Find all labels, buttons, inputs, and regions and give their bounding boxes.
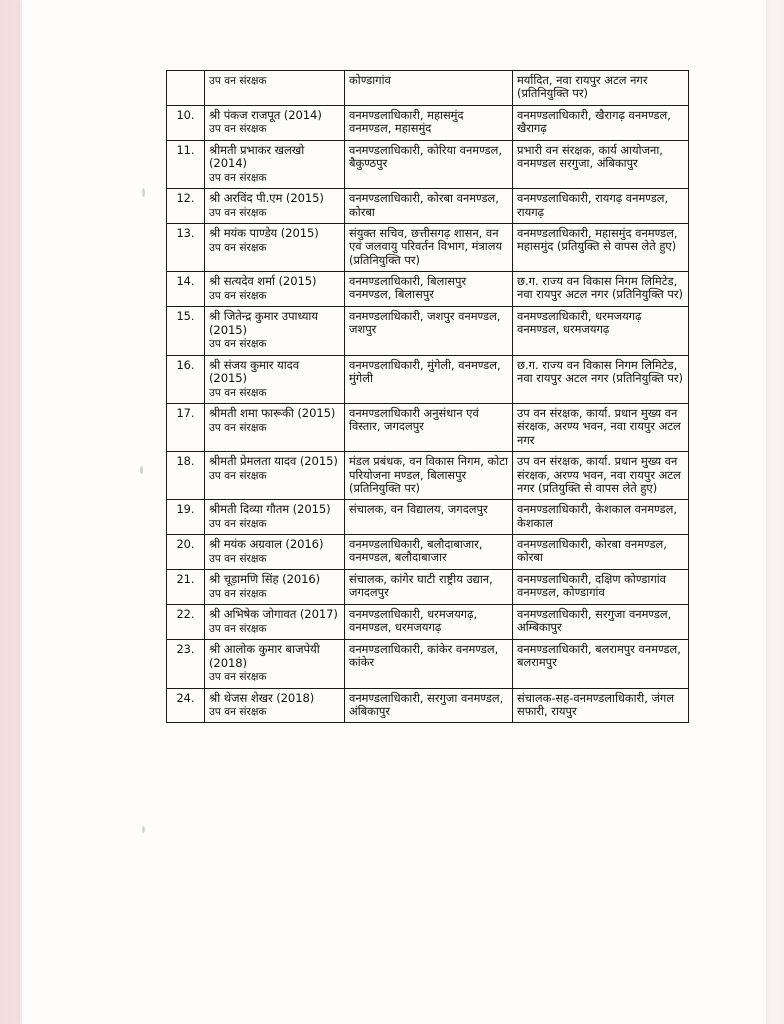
paper-speck xyxy=(142,188,145,197)
table-row xyxy=(167,570,689,605)
table-row xyxy=(167,189,689,224)
table-row xyxy=(167,140,689,189)
new-posting-cell: वनमण्डलाधिकारी, कोरबा वनमण्डल, कोरबा xyxy=(513,535,689,570)
officer-name: श्री अरविंद पी.एम (2015) xyxy=(209,191,324,206)
officer-name: श्रीमती शमा फारूकी (2015) xyxy=(209,406,336,421)
row-serial-number: 11. xyxy=(167,140,205,189)
current-posting-cell: वनमण्डलाधिकारी, मुंगेली, वनमण्डल, मुंगेली xyxy=(345,355,513,404)
officer-name-cell xyxy=(205,140,345,189)
current-posting-cell: वनमण्डलाधिकारी, सरगुजा वनमण्डल, अंबिकापुर xyxy=(345,688,513,723)
officer-name: श्रीमती प्रभाकर खलखो (2014) xyxy=(209,142,305,171)
table-row xyxy=(167,500,689,535)
officer-name-cell xyxy=(205,307,345,356)
table-row xyxy=(167,404,689,452)
officer-name-cell xyxy=(205,189,345,224)
row-serial-number: 17. xyxy=(167,404,205,452)
table-row xyxy=(167,535,689,570)
table-row xyxy=(167,355,689,404)
new-posting-cell: वनमण्डलाधिकारी, रायगढ़ वनमण्डल, रायगढ़ xyxy=(513,189,689,224)
officer-designation: उप वन संरक्षक xyxy=(209,241,267,254)
officer-designation: उप वन संरक्षक xyxy=(209,622,267,635)
officer-name-cell xyxy=(205,500,345,535)
row-serial-number: 24. xyxy=(167,688,205,723)
officer-name: श्री पंकज राजपूत (2014) xyxy=(209,107,322,122)
officer-name-cell xyxy=(205,570,345,605)
table-row xyxy=(167,307,689,356)
officer-designation: उप वन संरक्षक xyxy=(209,171,267,184)
officer-name: श्री चूड़ामणि सिंह (2016) xyxy=(209,572,321,587)
new-posting-cell: उप वन संरक्षक, कार्या. प्रधान मुख्य वन संरक्षक, अरण्य भवन, नवा रायपुर अटल नगर (प्रतियुक्ति से वापस लेते हुए) xyxy=(513,452,689,500)
row-serial-number: 14. xyxy=(167,272,205,307)
row-serial-number xyxy=(167,71,205,106)
officer-designation: उप वन संरक्षक xyxy=(209,469,267,482)
new-posting-cell: मर्यादित, नवा रायपुर अटल नगर (प्रतिनियुक्ति पर) xyxy=(513,71,689,106)
officer-name-cell xyxy=(205,105,345,140)
officer-name: श्रीमती प्रेमलता यादव (2015) xyxy=(209,454,338,469)
current-posting-cell: वनमण्डलाधिकारी, बिलासपुर वनमण्डल, बिलासपुर xyxy=(345,272,513,307)
row-serial-number: 13. xyxy=(167,224,205,272)
officer-designation: उप वन संरक्षक xyxy=(209,587,267,600)
current-posting-cell: संचालक, कांगेर घाटी राष्ट्रीय उद्यान, जगदलपुर xyxy=(345,570,513,605)
new-posting-cell: वनमण्डलाधिकारी, महासमुंद वनमण्डल, महासमुंद (प्रतियुक्ति से वापस लेते हुए) xyxy=(513,224,689,272)
officer-name-cell xyxy=(205,452,345,500)
table-row xyxy=(167,224,689,272)
officer-designation: उप वन संरक्षक xyxy=(209,706,267,719)
officer-name-cell xyxy=(205,535,345,570)
current-posting-cell: वनमण्डलाधिकारी, कोरबा वनमण्डल, कोरबा xyxy=(345,189,513,224)
officer-designation: उप वन संरक्षक xyxy=(209,671,267,684)
new-posting-cell: प्रभारी वन संरक्षक, कार्य आयोजना, वनमण्डल सरगुजा, अंबिकापुर xyxy=(513,140,689,189)
new-posting-cell: उप वन संरक्षक, कार्या. प्रधान मुख्य वन संरक्षक, अरण्य भवन, नवा रायपुर अटल नगर xyxy=(513,404,689,452)
officer-name: श्री जितेन्द्र कुमार उपाध्याय (2015) xyxy=(209,309,318,337)
paper-speck xyxy=(140,466,143,474)
officer-name: श्री संजय कुमार यादव (2015) xyxy=(209,357,300,386)
officer-name: श्री अभिषेक जोगावत (2017) xyxy=(209,607,338,622)
row-serial-number: 18. xyxy=(167,452,205,500)
current-posting-cell: वनमण्डलाधिकारी, धरमजयगढ़, वनमण्डल, धरमजयगढ़ xyxy=(345,605,513,640)
officer-designation: उप वन संरक्षक xyxy=(209,517,267,530)
officer-designation: उप वन संरक्षक xyxy=(209,338,267,351)
current-posting-cell: मंडल प्रबंधक, वन विकास निगम, कोटा परियोजना मण्डल, बिलासपुर (प्रतिनियुक्ति पर) xyxy=(345,452,513,500)
current-posting-cell: वनमण्डलाधिकारी, जशपुर वनमण्डल, जशपुर xyxy=(345,307,513,356)
new-posting-cell: वनमण्डलाधिकारी, सरगुजा वनमण्डल, अम्बिकापुर xyxy=(513,605,689,640)
officer-name-cell xyxy=(205,355,345,404)
officer-designation: उप वन संरक्षक xyxy=(209,386,267,399)
current-posting-cell: वनमण्डलाधिकारी, कांकेर वनमण्डल, कांकेर xyxy=(345,640,513,689)
table-row xyxy=(167,272,689,307)
row-serial-number: 22. xyxy=(167,605,205,640)
current-posting-cell: कोण्डागांव xyxy=(345,71,513,106)
paper-speck xyxy=(142,826,145,833)
new-posting-cell: वनमण्डलाधिकारी, केशकाल वनमण्डल, केशकाल xyxy=(513,500,689,535)
current-posting-cell: वनमण्डलाधिकारी अनुसंधान एवं विस्तार, जगदलपुर xyxy=(345,404,513,452)
current-posting-cell: वनमण्डलाधिकारी, बलौदाबाजार, वनमण्डल, बलौदाबाजार xyxy=(345,535,513,570)
table-body xyxy=(167,71,689,723)
officer-name-cell xyxy=(205,272,345,307)
table-row xyxy=(167,688,689,723)
officer-designation: उप वन संरक्षक xyxy=(209,289,267,302)
officer-name-cell xyxy=(205,688,345,723)
table-row xyxy=(167,452,689,500)
table-row xyxy=(167,640,689,689)
table-row xyxy=(167,105,689,140)
row-serial-number: 16. xyxy=(167,355,205,404)
row-serial-number: 19. xyxy=(167,500,205,535)
officer-name: श्री थेजस शेखर (2018) xyxy=(209,690,315,705)
new-posting-cell: छ.ग. राज्य वन विकास निगम लिमिटेड, नवा रायपुर अटल नगर (प्रतिनियुक्ति पर) xyxy=(513,355,689,404)
new-posting-cell: वनमण्डलाधिकारी, बलरामपुर वनमण्डल, बलरामपुर xyxy=(513,640,689,689)
row-serial-number: 21. xyxy=(167,570,205,605)
new-posting-cell: वनमण्डलाधिकारी, दक्षिण कोण्डागांव वनमण्डल, कोण्डागांव xyxy=(513,570,689,605)
page-left-edge-shadow xyxy=(0,0,20,1024)
officer-name: श्रीमती दिव्या गौतम (2015) xyxy=(209,502,331,517)
new-posting-cell: वनमण्डलाधिकारी, खैरागढ़ वनमण्डल, खैरागढ़ xyxy=(513,105,689,140)
transfer-order-table xyxy=(166,70,689,723)
row-serial-number: 10. xyxy=(167,105,205,140)
officer-designation: उप वन संरक्षक xyxy=(209,75,267,87)
current-posting-cell: संचालक, वन विद्यालय, जगदलपुर xyxy=(345,500,513,535)
table-row xyxy=(167,71,689,106)
officer-designation: उप वन संरक्षक xyxy=(209,206,267,219)
current-posting-cell: संयुक्त सचिव, छत्तीसगढ़ शासन, वन एवं जलवायु परिवर्तन विभाग, मंत्रालय (प्रतिनियुक्ति पर) xyxy=(345,224,513,272)
officer-name-cell xyxy=(205,224,345,272)
row-serial-number: 23. xyxy=(167,640,205,689)
row-serial-number: 20. xyxy=(167,535,205,570)
officer-designation: उप वन संरक्षक xyxy=(209,552,267,565)
officer-designation: उप वन संरक्षक xyxy=(209,123,267,136)
current-posting-cell: वनमण्डलाधिकारी, कोरिया वनमण्डल, बैकुण्ठपुर xyxy=(345,140,513,189)
row-serial-number: 15. xyxy=(167,307,205,356)
new-posting-cell: वनमण्डलाधिकारी, धरमजयगढ़ वनमण्डल, धरमजयगढ़ xyxy=(513,307,689,356)
officer-name-cell xyxy=(205,640,345,689)
row-serial-number: 12. xyxy=(167,189,205,224)
officer-designation: उप वन संरक्षक xyxy=(209,421,267,434)
table-row xyxy=(167,605,689,640)
officer-name: श्री मयंक अग्रवाल (2016) xyxy=(209,537,324,552)
officer-name: श्री आलोक कुमार बाजपेयी (2018) xyxy=(209,642,320,670)
officer-name-cell xyxy=(205,71,345,106)
officer-name-cell xyxy=(205,605,345,640)
officer-name: श्री सत्यदेव शर्मा (2015) xyxy=(209,274,317,289)
officer-name-cell xyxy=(205,404,345,452)
officer-name: श्री मयंक पाण्डेय (2015) xyxy=(209,226,319,241)
new-posting-cell: छ.ग. राज्य वन विकास निगम लिमिटेड, नवा रायपुर अटल नगर (प्रतिनियुक्ति पर) xyxy=(513,272,689,307)
current-posting-cell: वनमण्डलाधिकारी, महासमुंद वनमण्डल, महासमुंद xyxy=(345,105,513,140)
new-posting-cell: संचालक-सह-वनमण्डलाधिकारी, जंगल सफारी, रायपुर xyxy=(513,688,689,723)
